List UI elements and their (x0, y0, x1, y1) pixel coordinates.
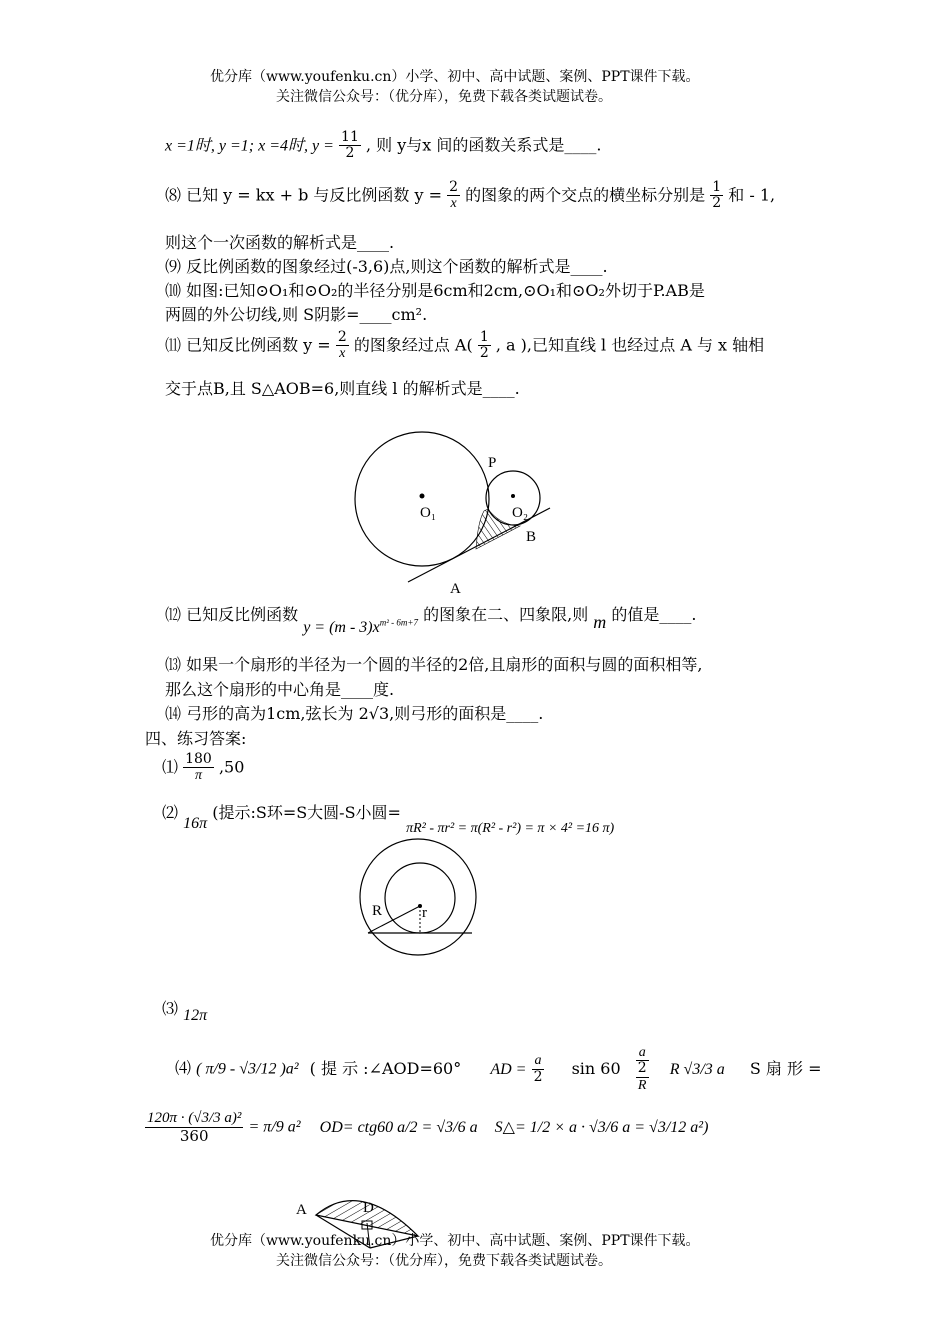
answer-1: ⑴ $\frac{180}{\pi}$ ,50 (162, 751, 245, 784)
center-o1-dot (420, 494, 425, 499)
q11-line-1: ⑾ 已知反比例函数 y = $\frac{2}{x}$ 的图象经过点 A( $\frac{1}{2}$ , a ),已知直线 l 也经过点 A 与 x 轴相 (165, 329, 765, 362)
answer-3: ⑶ 12π (162, 999, 208, 1024)
label-a: A (450, 581, 461, 597)
answer-4-line-1: ⑷ ( π/9 - √3/12 )a² ( 提 示 :∠AOD=60° AD = $\frac{a}{2}$ sin 60 a 2 R R √3/3 a S 扇 形 = (175, 1045, 822, 1093)
q10-line-1: ⑽ 如图:已知⊙O₁和⊙O₂的半径分别是6cm和2cm,⊙O₁和⊙O₂外切于P.AB是 (165, 281, 705, 300)
header-line-1: 优分库（www.youfenku.cn）小学、初中、高中试题、案例、PPT课件下载。 (210, 69, 700, 85)
tangent-circles-figure (340, 425, 570, 600)
answers-heading: 四、练习答案: (145, 729, 247, 748)
label-big-r: R (372, 903, 383, 919)
q10-line-2: 两圆的外公切线,则 S阴影=____cm². (165, 305, 428, 324)
label-p: P (488, 455, 497, 471)
q14: ⒁ 弓形的高为1cm,弦长为 2√3,则弓形的面积是____. (165, 704, 544, 723)
big-circle-o1 (355, 432, 489, 566)
answer-4-line-2: $\frac{\text{120π · (√3/3 a)²}}{360}$ = π/9 a² OD= ctg60 a/2 = √3/6 a S△= 1/2 × a · √3/6 a = √3/12 a²) (147, 1110, 709, 1145)
center-o2-dot (511, 494, 515, 498)
label-d: D (363, 1200, 374, 1216)
q13-line-1: ⒀ 如果一个扇形的半径为一个圆的半径的2倍,且扇形的面积与圆的面积相等, (165, 655, 703, 674)
q8-line-1: ⑻ 已知 y = kx + b 与反比例函数 y = $\frac{2}{x}$ 的图象的两个交点的横坐标分别是 $\frac{1}{2}$ 和 - 1, (165, 179, 776, 212)
label-o2: O₂ (512, 505, 529, 521)
q8-line-2: 则这个一次函数的解析式是____. (165, 233, 395, 252)
answer-2: ⑵ 16π (提示:S环=S大圆-S小圆= πR² - πr² = π(R² - r²) = π × 4² =16 π) (162, 803, 615, 836)
q12: ⑿ 已知反比例函数 $y = (m - 3)x^{m^2 - 6m+7}$ 的图象在二、四象限,则 m 的值是____. (165, 605, 697, 636)
header-line-2: 关注微信公众号：（优分库），免费下载各类试题试卷。 (276, 89, 612, 105)
label-o1: O₁ (420, 505, 437, 521)
annulus-figure (356, 835, 481, 960)
outer-circle (360, 839, 476, 955)
label-a: A (296, 1202, 307, 1218)
q7-continuation: x =1时, y =1; x =4时, y = $\frac{11}{2}$ , 则 y与x 间的函数关系式是____. (165, 129, 602, 162)
label-b: B (526, 529, 537, 545)
q11-line-2: 交于点B,且 S△AOB=6,则直线 l 的解析式是____. (165, 379, 520, 398)
label-small-r: r (422, 905, 427, 921)
q13-line-2: 那么这个扇形的中心角是____度. (165, 680, 395, 699)
footer-line-2: 关注微信公众号：（优分库），免费下载各类试题试卷。 (276, 1253, 612, 1269)
q9: ⑼ 反比例函数的图象经过(-3,6)点,则这个函数的解析式是____. (165, 257, 608, 276)
footer-line-1: 优分库（www.youfenku.cn）小学、初中、高中试题、案例、PPT课件下载。 (210, 1233, 700, 1249)
